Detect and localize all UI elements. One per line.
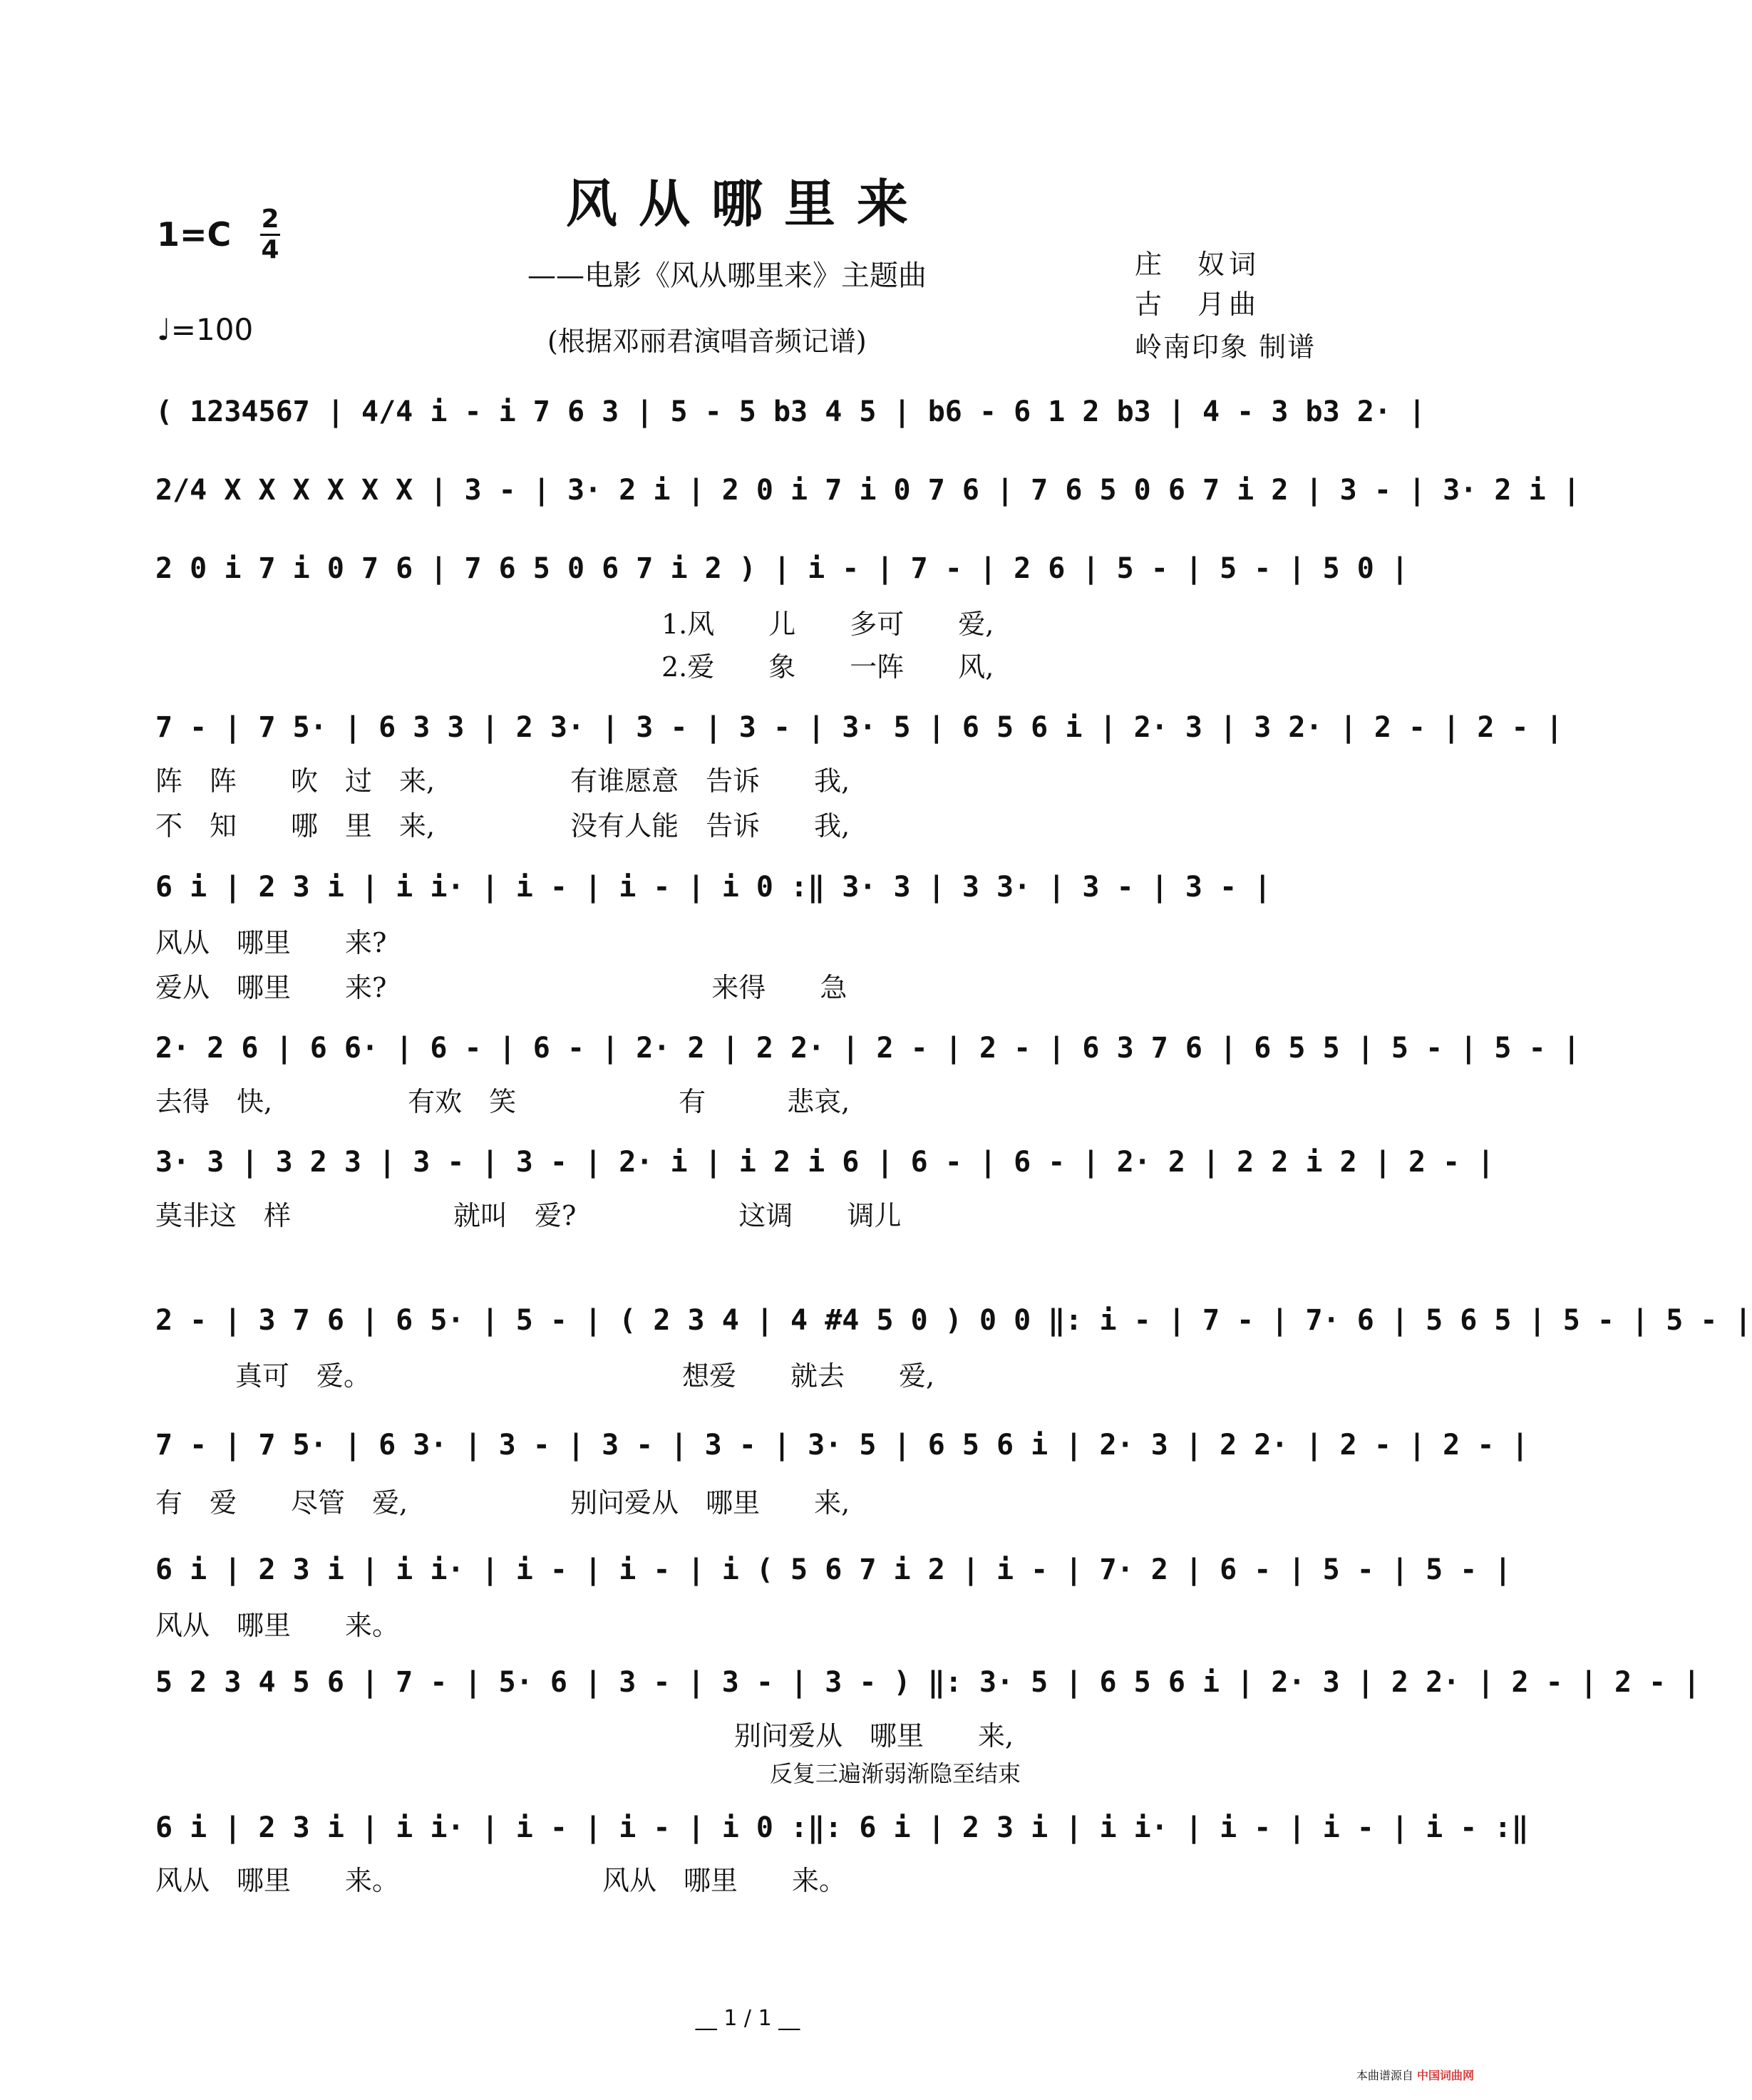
watermark-brand: 中国词曲网 bbox=[1416, 2069, 1474, 2082]
lyric-line: 爱从 哪里 来? 来得 急 bbox=[155, 972, 847, 1003]
time-signature bbox=[260, 207, 280, 263]
lyric-line: 1.风 儿 多可 爱, bbox=[661, 609, 994, 640]
composer-credit: 古 月曲 bbox=[1135, 289, 1261, 320]
page-number-text: 1 / 1 bbox=[723, 2006, 772, 2031]
lyric-line: 2.爱 象 一阵 风, bbox=[661, 651, 994, 683]
score-line-2: 2/4 X X X X X X | 3 - | 3· 2 i | 2 0 i 7 i 0 7 6 | 7 6 5 0 6 7 i 2 | 3 - | 3· 2 i | bbox=[155, 474, 1580, 507]
score-line-9: 7 - | 7 5· | 6 3· | 3 - | 3 - | 3 - | 3· 5 | 6 5 6 i | 2· 3 | 2 2· | 2 - | 2 - | bbox=[155, 1429, 1529, 1462]
watermark bbox=[1356, 2067, 1474, 2083]
tempo-marking: ♩=100 bbox=[157, 312, 254, 347]
page-number: __ 1 / 1 __ bbox=[695, 2006, 800, 2031]
lyric-line: 风从 哪里 来? bbox=[155, 927, 387, 958]
key-signature: 1=C bbox=[157, 215, 232, 254]
lyric-line: 别问爱从 哪里 来, bbox=[734, 1720, 1014, 1752]
score-line-8: 2 - | 3 7 6 | 6 5· | 5 - | ( 2 3 4 | 4 #4 5 0 ) 0 0 ‖: i - | 7 - | 7· 6 | 5 6 5 | 5 - | 5 - | bbox=[155, 1304, 1752, 1337]
watermark-text: 本曲谱源自 bbox=[1356, 2069, 1413, 2082]
lyricist-credit: 庄 奴词 bbox=[1135, 249, 1261, 280]
score-line-10: 6 i | 2 3 i | i i· | i - | i - | i ( 5 6 7 i 2 | i - | 7· 2 | 6 - | 5 - | 5 - | bbox=[155, 1553, 1512, 1586]
score-line-12: 6 i | 2 3 i | i i· | i - | i - | i 0 :‖: 6 i | 2 3 i | i i· | i - | i - | i - :‖ bbox=[155, 1811, 1529, 1844]
subtitle: ——电影《风从哪里来》主题曲 bbox=[527, 259, 927, 292]
lyric-line: 莫非这 样 就叫 爱? 这调 调儿 bbox=[155, 1200, 902, 1231]
score-line-11: 5 2 3 4 5 6 | 7 - | 5· 6 | 3 - | 3 - | 3 - ) ‖: 3· 5 | 6 5 6 i | 2· 3 | 2 2· | 2 - | 2 - | bbox=[155, 1666, 1701, 1699]
repeat-instruction: 反复三遍渐弱渐隐至结束 bbox=[770, 1760, 1021, 1787]
time-signature-bottom: 4 bbox=[261, 235, 279, 264]
lyric-line: 不 知 哪 里 来, 没有人能 告诉 我, bbox=[155, 810, 850, 842]
lyric-line: 风从 哪里 来。 bbox=[155, 1610, 400, 1641]
song-title: 风从哪里来 bbox=[565, 173, 929, 234]
score-line-3: 2 0 i 7 i 0 7 6 | 7 6 5 0 6 7 i 2 ) | i - | 7 - | 2 6 | 5 - | 5 - | 5 0 | bbox=[155, 552, 1408, 585]
arranger-credit: 岭南印象 制谱 bbox=[1135, 331, 1316, 363]
source-note: (根据邓丽君演唱音频记谱) bbox=[547, 326, 867, 357]
time-signature-top: 2 bbox=[261, 205, 279, 234]
lyric-line: 风从 哪里 来。 风从 哪里 来。 bbox=[155, 1865, 847, 1896]
lyric-line: 阵 阵 吹 过 来, 有谁愿意 告诉 我, bbox=[155, 765, 850, 797]
score-line-7: 3· 3 | 3 2 3 | 3 - | 3 - | 2· i | i 2 i 6 | 6 - | 6 - | 2· 2 | 2 2 i 2 | 2 - | bbox=[155, 1146, 1495, 1179]
score-line-6: 2· 2 6 | 6 6· | 6 - | 6 - | 2· 2 | 2 2· | 2 - | 2 - | 6 3 7 6 | 6 5 5 | 5 - | 5 - | bbox=[155, 1032, 1580, 1065]
score-line-1: ( 1234567 | 4/4 i - i 7 6 3 | 5 - 5 b3 4 5 | b6 - 6 1 2 b3 | 4 - 3 b3 2· | bbox=[155, 395, 1426, 428]
lyric-line: 有 爱 尽管 爱, 别问爱从 哪里 来, bbox=[155, 1487, 850, 1519]
lyric-line: 真可 爱。 想爱 就去 爱, bbox=[235, 1360, 935, 1392]
lyric-line: 去得 快, 有欢 笑 有 悲哀, bbox=[155, 1086, 850, 1117]
score-line-4: 7 - | 7 5· | 6 3 3 | 2 3· | 3 - | 3 - | 3· 5 | 6 5 6 i | 2· 3 | 3 2· | 2 - | 2 - | bbox=[155, 711, 1563, 744]
score-line-5: 6 i | 2 3 i | i i· | i - | i - | i 0 :‖ 3· 3 | 3 3· | 3 - | 3 - | bbox=[155, 871, 1272, 904]
